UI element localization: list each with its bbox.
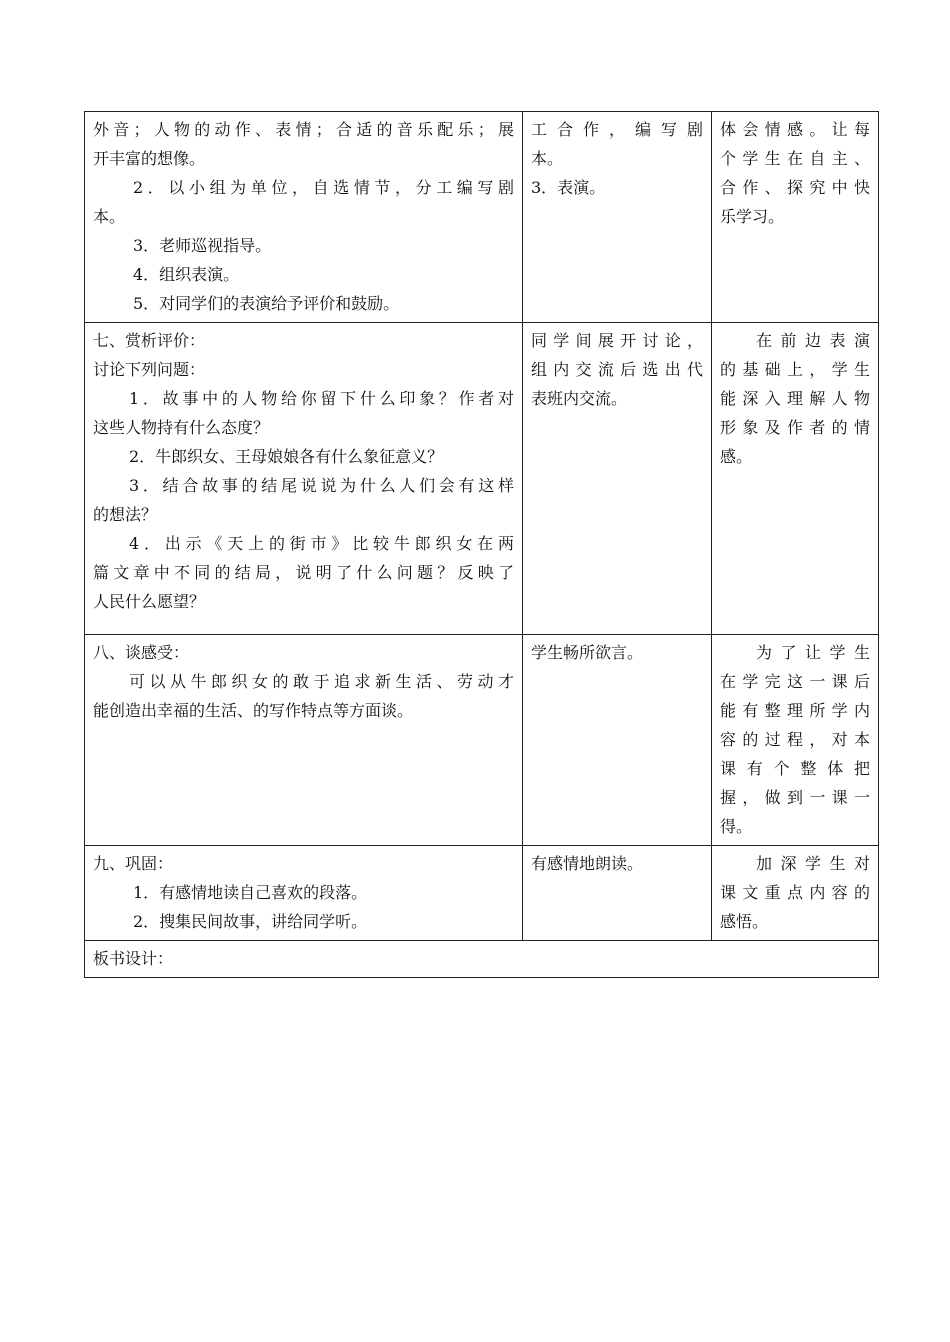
cell-text: 能深入理解人物: [720, 389, 870, 408]
cell-text: 感悟。: [720, 912, 769, 931]
cell-text: 有感情地朗读。: [531, 854, 644, 873]
cell-text: 的基础上，学生: [720, 360, 870, 379]
cell-text: 3．结合故事的结尾说说为什么人们会有这样: [129, 476, 514, 495]
table-row: [85, 941, 879, 978]
lesson-plan-table: [84, 111, 879, 978]
table-row: [85, 635, 879, 846]
design-intent-cell: [712, 323, 879, 635]
cell-text: 外音；人物的动作、表情；合适的音乐配乐；展: [93, 120, 514, 139]
cell-text: 开丰富的想像。: [93, 149, 206, 168]
cell-text: 感。: [720, 447, 753, 466]
cell-text: 2．搜集民间故事，讲给同学听。: [133, 912, 368, 931]
cell-text: 容的过程，对本: [720, 730, 870, 749]
cell-text: 体会情感。让每: [720, 120, 870, 139]
cell-text: 表班内交流。: [531, 389, 628, 408]
teacher-activity-cell: [85, 635, 523, 846]
cell-text: 1．故事中的人物给你留下什么印象？作者对: [129, 389, 514, 408]
cell-text: 能有整理所学内: [720, 701, 870, 720]
cell-text: 乐学习。: [720, 207, 785, 226]
cell-text: 3．表演。: [531, 178, 606, 197]
cell-text: 本。: [93, 207, 126, 226]
cell-text: 4．出示《天上的街市》比较牛郎织女在两: [129, 534, 514, 553]
cell-text: 课文重点内容的: [720, 883, 870, 902]
cell-text: 学生畅所欲言。: [531, 643, 644, 662]
section-heading: 九、巩固：: [93, 854, 174, 873]
teacher-activity-cell: [85, 112, 523, 323]
cell-text: 1．有感情地读自己喜欢的段落。: [133, 883, 368, 902]
cell-text: 讨论下列问题：: [93, 360, 206, 379]
student-activity-cell: [523, 323, 712, 635]
cell-text: 合作、探究中快: [720, 178, 870, 197]
student-activity-cell: [523, 112, 712, 323]
student-activity-cell: [523, 635, 712, 846]
cell-text: 组内交流后选出代: [531, 360, 703, 379]
cell-text: 加深学生对: [756, 854, 870, 873]
section-heading: 七、赏析评价：: [93, 331, 206, 350]
design-intent-cell: [712, 112, 879, 323]
cell-text: 这些人物持有什么态度？: [93, 418, 270, 437]
cell-text: 得。: [720, 817, 753, 836]
cell-text: 篇文章中不同的结局，说明了什么问题？反映了: [93, 563, 514, 582]
design-intent-cell: [712, 635, 879, 846]
cell-text: 为了让学生: [756, 643, 870, 662]
cell-text: 形象及作者的情: [720, 418, 870, 437]
teacher-activity-cell: [85, 323, 523, 635]
design-intent-cell: [712, 846, 879, 941]
table-row: [85, 112, 879, 323]
board-design-label: 板书设计：: [93, 949, 174, 968]
student-activity-cell: [523, 846, 712, 941]
cell-text: 课有个整体把: [720, 759, 870, 778]
cell-text: 的想法？: [93, 505, 158, 524]
cell-spacer: [93, 616, 514, 630]
cell-text: 工合作，编写剧: [531, 120, 703, 139]
cell-text: 本。: [531, 149, 564, 168]
board-design-cell: [85, 941, 879, 978]
cell-text: 人民什么愿望？: [93, 592, 206, 611]
cell-text: 3．老师巡视指导。: [133, 236, 272, 255]
cell-text: 2．牛郎织女、王母娘娘各有什么象征意义？: [129, 447, 444, 466]
cell-text: 5．对同学们的表演给予评价和鼓励。: [133, 294, 400, 313]
cell-text: 个学生在自主、: [720, 149, 870, 168]
cell-text: 同学间展开讨论，: [531, 331, 703, 350]
teacher-activity-cell: [85, 846, 523, 941]
cell-text: 可以从牛郎织女的敢于追求新生活、劳动才: [129, 672, 514, 691]
cell-text: 在前边表演: [756, 331, 870, 350]
table-row: [85, 846, 879, 941]
cell-text: 4．组织表演。: [133, 265, 240, 284]
cell-text: 握，做到一课一: [720, 788, 870, 807]
cell-text: 在学完这一课后: [720, 672, 870, 691]
table-row: [85, 323, 879, 635]
cell-text: 能创造出幸福的生活、的写作特点等方面谈。: [93, 701, 414, 720]
cell-text: 2．以小组为单位，自选情节，分工编写剧: [133, 178, 514, 197]
section-heading: 八、谈感受：: [93, 643, 190, 662]
